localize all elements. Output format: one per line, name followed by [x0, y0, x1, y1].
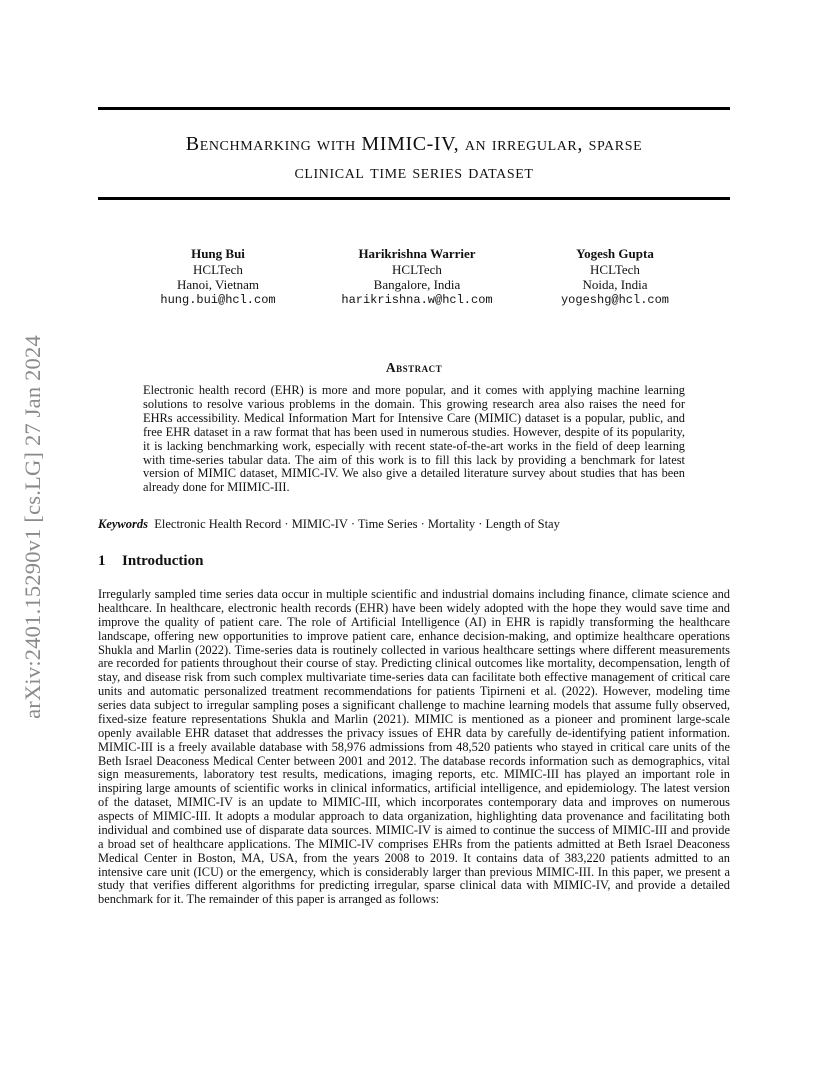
section-number: 1	[98, 553, 106, 569]
keywords-line	[98, 517, 730, 531]
author-email[interactable]: yogeshg@hcl.com	[560, 292, 670, 307]
section-heading	[98, 553, 730, 570]
author-1	[118, 246, 318, 308]
author-name: Harikrishna Warrier	[358, 246, 476, 261]
abstract-heading: Abstract	[385, 360, 443, 375]
author-affiliation: HCLTech	[590, 261, 640, 277]
paper-title	[98, 130, 730, 186]
author-block	[98, 246, 730, 310]
author-email[interactable]: harikrishna.w@hcl.com	[341, 292, 493, 307]
author-affiliation: HCLTech	[392, 261, 442, 277]
author-location: Bangalore, India	[373, 277, 461, 292]
abstract-text: Electronic health record (EHR) is more and more popular, and it comes with applying machine learning solutions to resolve various problems in the domain. This growing research area also raises the need for EHRs accessibility. Medical Information Mart for Intensive Care (MIMIC) dataset is a popular, public, and free EHR dataset in a raw format that has been used in numerous studies. However, despite of its popularity, it is lacking benchmarking work, especially with recent state-of-the-art works in the field of deep learning with time-series tabular data. The aim of this work is to fill this lack by providing a benchmark for latest version of MIMIC dataset, MIMIC-IV. We also give a detailed literature survey about studies that has been already done for MIIMIC-III.	[143, 383, 685, 495]
author-2	[317, 246, 517, 308]
arxiv-stamp-text: arXiv:2401.15290v1 [cs.LG] 27 Jan 2024	[20, 335, 46, 719]
author-location: Hanoi, Vietnam	[176, 277, 260, 292]
arxiv-stamp	[20, 292, 46, 762]
intro-paragraph: Irregularly sampled time series data occur in multiple scientific and industrial domains including finance, climate science and healthcare. In healthcare, electronic health records (EHR) have been widely adopted with the hope they would save time and improve the quality of patient care. The role of Artificial Intelligence (AI) in EHR is rapidly transforming the healthcare landscape, offering new opportunities to improve patient care, enhance decision-making, and optimize healthcare operations Shukla and Marlin (2022). Time-series data is routinely collected in various healthcare settings where different measurements are recorded for patients throughout their course of stay. Predicting clinical outcomes like mortality, decompensation, length of stay, and disease risk from such complex multivariate time-series data can facilitate both effective management of critical care units and automatic personalized treatment recommendations for patients Tipirneni et al. (2022). However, modeling time series data subject to irregular sampling poses a significant challenge to machine learning models that assume fully observed, fixed-size feature representations Shukla and Marlin (2021). MIMIC is mentioned as a pioneer and prominent large-scale openly available EHR dataset that addresses the privacy issues of EHR data by carefully de-identifying patient information. MIMIC-III is a freely available database with 58,976 admissions from 48,520 patients who stayed in critical care units of the Beth Israel Deaconess Medical Center between 2001 and 2012. The database records information such as demographics, vital sign measurements, laboratory test results, medications, imaging reports, etc. MIMIC-III has played an important role in inspiring large amounts of scientific works in clinical informatics, artificial intelligence, and epidemiology. The latest version of the dataset, MIMIC-IV is an update to MIMIC-III, which incorporates contemporary data and improves on numerous aspects of MIMIC-III. It adopts a modular approach to data organization, highlighting data provenance and facilitating both individual and combined use of disparate data sources. MIMIC-IV is aimed to continue the success of MIMIC-III and provide a broad set of healthcare applications. The MIMIC-IV comprises EHRs from the patients admitted at Beth Israel Deaconess Medical Center in Boston, MA, USA, from the years 2008 to 2019. It contains data of 383,220 patients admitted to an intensive care unit (ICU) or the emergency, which is considerably larger than previous MIMIC-III. In this paper, we present a study that verifies different algorithms for predicting irregular, sparse clinical data with MIMIC-IV, and provide a detailed benchmark for it. The remainder of this paper is arranged as follows:	[98, 587, 730, 907]
title-bottom-rule	[98, 197, 730, 200]
author-email[interactable]: hung.bui@hcl.com	[160, 292, 276, 307]
keywords-label: Keywords	[98, 517, 148, 531]
title-top-rule	[98, 107, 730, 110]
section-title: Introduction	[122, 553, 204, 569]
author-3	[515, 246, 715, 308]
author-location: Noida, India	[582, 277, 648, 292]
author-affiliation: HCLTech	[193, 261, 243, 277]
title-line-2: clinical time series dataset	[294, 161, 534, 183]
author-name: Hung Bui	[191, 246, 245, 261]
keywords-text: Electronic Health Record · MIMIC-IV · Time Series · Mortality · Length of Stay	[154, 517, 560, 531]
title-line-1: Benchmarking with MIMIC-IV, an irregular, sparse	[185, 133, 643, 155]
author-name: Yogesh Gupta	[576, 246, 654, 261]
